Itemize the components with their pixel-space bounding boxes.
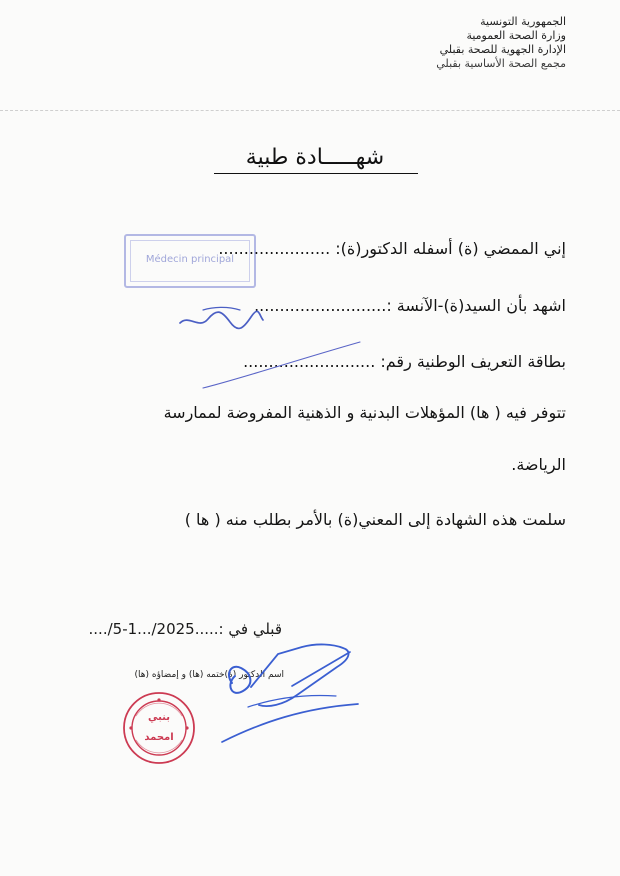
red-circular-stamp — [121, 690, 197, 766]
stray-pen-line — [195, 338, 365, 396]
patient-line: اشهد بأن السيد(ة)-الآنسة :.......................... — [254, 296, 566, 315]
sport-line: الرياضة. — [511, 455, 566, 474]
handwritten-name-scribble — [175, 300, 265, 336]
header-separator — [0, 110, 620, 111]
id-card-line: بطاقة التعريف الوطنية رقم: .......................... — [243, 352, 566, 371]
red-stamp-line-1: بنبي — [147, 712, 171, 723]
title-underline — [214, 173, 418, 174]
header-line-2: وزارة الصحة العمومية — [466, 29, 566, 42]
header-line-1: الجمهورية التونسية — [480, 15, 566, 28]
header-line-3: الإدارة الجهوية للصحة بقبلي — [439, 43, 566, 56]
blue-stamp-text: Médecin principal — [145, 254, 235, 265]
certificate-title: شهـــــادة طبية — [245, 145, 385, 170]
signature-label: اسم الدكتور (ة)ختمه (ها) و إمضاؤه (ها) — [134, 670, 284, 680]
red-stamp-line-2: امحمد — [144, 732, 174, 743]
header-line-4: مجمع الصحة الأساسية بقبلي — [436, 57, 566, 70]
doctor-line: إني الممضي (ة) أسفله الدكتور(ة): ...................... — [218, 239, 566, 258]
doctor-signature — [210, 628, 360, 743]
qualification-line: تتوفر فيه ( ها) المؤهلات البدنية و الذهنية المفروضة لممارسة — [163, 403, 566, 422]
place-date-line: قبلي في :.....2025/...1-5/.... — [88, 620, 282, 638]
issued-line: سلمت هذه الشهادة إلى المعني(ة) بالأمر بطلب منه ( ها ) — [184, 510, 566, 529]
